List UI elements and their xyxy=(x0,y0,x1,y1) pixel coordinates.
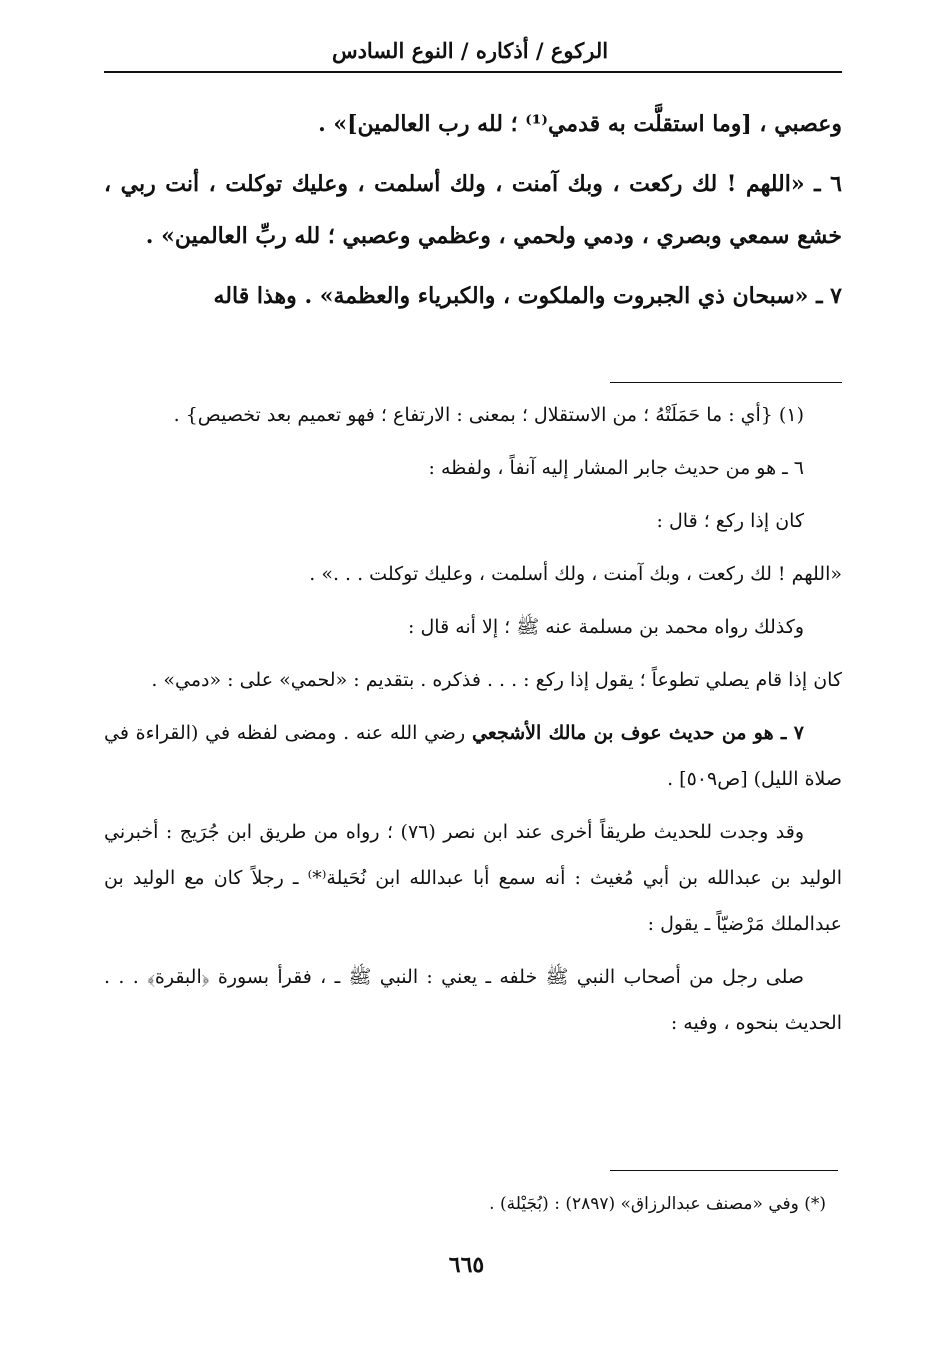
note-paragraph-7: وقد وجدت للحديث طريقاً أخرى عند ابن نصر (٧٦) ؛ رواه من طريق ابن جُرَيج : أخبرني الوليد بن عبدالله بن أبي مُغيث : أنه سمع أبا عبدالله ابن نُحَيلة⁽*⁾ ـ رجلاً كان مع الوليد بن عبدالملك مَرْضيّاً ـ يقول : xyxy=(104,821,842,935)
note-paragraph-4: وكذلك رواه محمد بن مسلمة عنه ﷺ ؛ إلا أنه قال : xyxy=(408,616,804,638)
main-paragraph-2: ٦ ـ «اللهم ! لك ركعت ، وبك آمنت ، ولك أسلمت ، وعليك توكلت ، أنت ربي ، خشع سمعي وبصري ، ودمي ولحمي ، وعظمي وعصبي ؛ لله ربِّ العالمين» . xyxy=(104,171,842,249)
page-number: ٦٦٥ xyxy=(448,1252,485,1278)
note-paragraph-1: ٦ ـ هو من حديث جابر المشار إليه آنفاً ، ولفظه : xyxy=(428,457,804,479)
running-header: الركوع / أذكاره / النوع السادس xyxy=(331,38,609,63)
footnote-rule xyxy=(610,382,842,383)
note-paragraph-6 xyxy=(104,710,842,802)
footnote-2: (*) وفي «مصنف عبدالرزاق» (٢٨٩٧) : (بُجَيْلة) . xyxy=(489,1194,826,1214)
main-text xyxy=(104,98,842,330)
note-paragraph-2: كان إذا ركع ؛ قال : xyxy=(656,510,804,532)
main-paragraph-1: وعصبي ، [وما استقلَّت به قدمي⁽¹⁾ ؛ لله رب العالمين]» . xyxy=(318,111,842,137)
main-paragraph-3: ٧ ـ «سبحان ذي الجبروت والملكوت ، والكبرياء والعظمة» . وهذا قاله xyxy=(213,283,842,309)
note-paragraph-8: صلى رجل من أصحاب النبي ﷺ خلفه ـ يعني : النبي ﷺ ـ ، فقرأ بسورة ﴿البقرة﴾ . . . الحديث بنحوه ، وفيه : xyxy=(104,966,842,1034)
note-paragraph-6-lead: ٧ ـ هو من حديث عوف بن مالك الأشجعي xyxy=(471,722,804,744)
footnote-1: (١) {أي : ما حَمَلَتْهُ ؛ من الاستقلال ؛ بمعنى : الارتفاع ؛ فهو تعميم بعد تخصيص} . xyxy=(173,404,804,426)
note-paragraph-6-rest: رضي الله عنه . ومضى لفظه في (القراءة في صلاة الليل) [ص٥٠٩] . xyxy=(104,722,842,790)
note-paragraph-3: «اللهم ! لك ركعت ، وبك آمنت ، ولك أسلمت ، وعليك توكلت . . .» . xyxy=(309,563,842,585)
commentary xyxy=(104,392,842,1053)
footnote-rule-2 xyxy=(610,1170,838,1171)
header-rule xyxy=(104,71,842,73)
note-paragraph-5: كان إذا قام يصلي تطوعاً ؛ يقول إذا ركع : . . . فذكره . بتقديم : «لحمي» على : «دمي» . xyxy=(151,669,842,691)
